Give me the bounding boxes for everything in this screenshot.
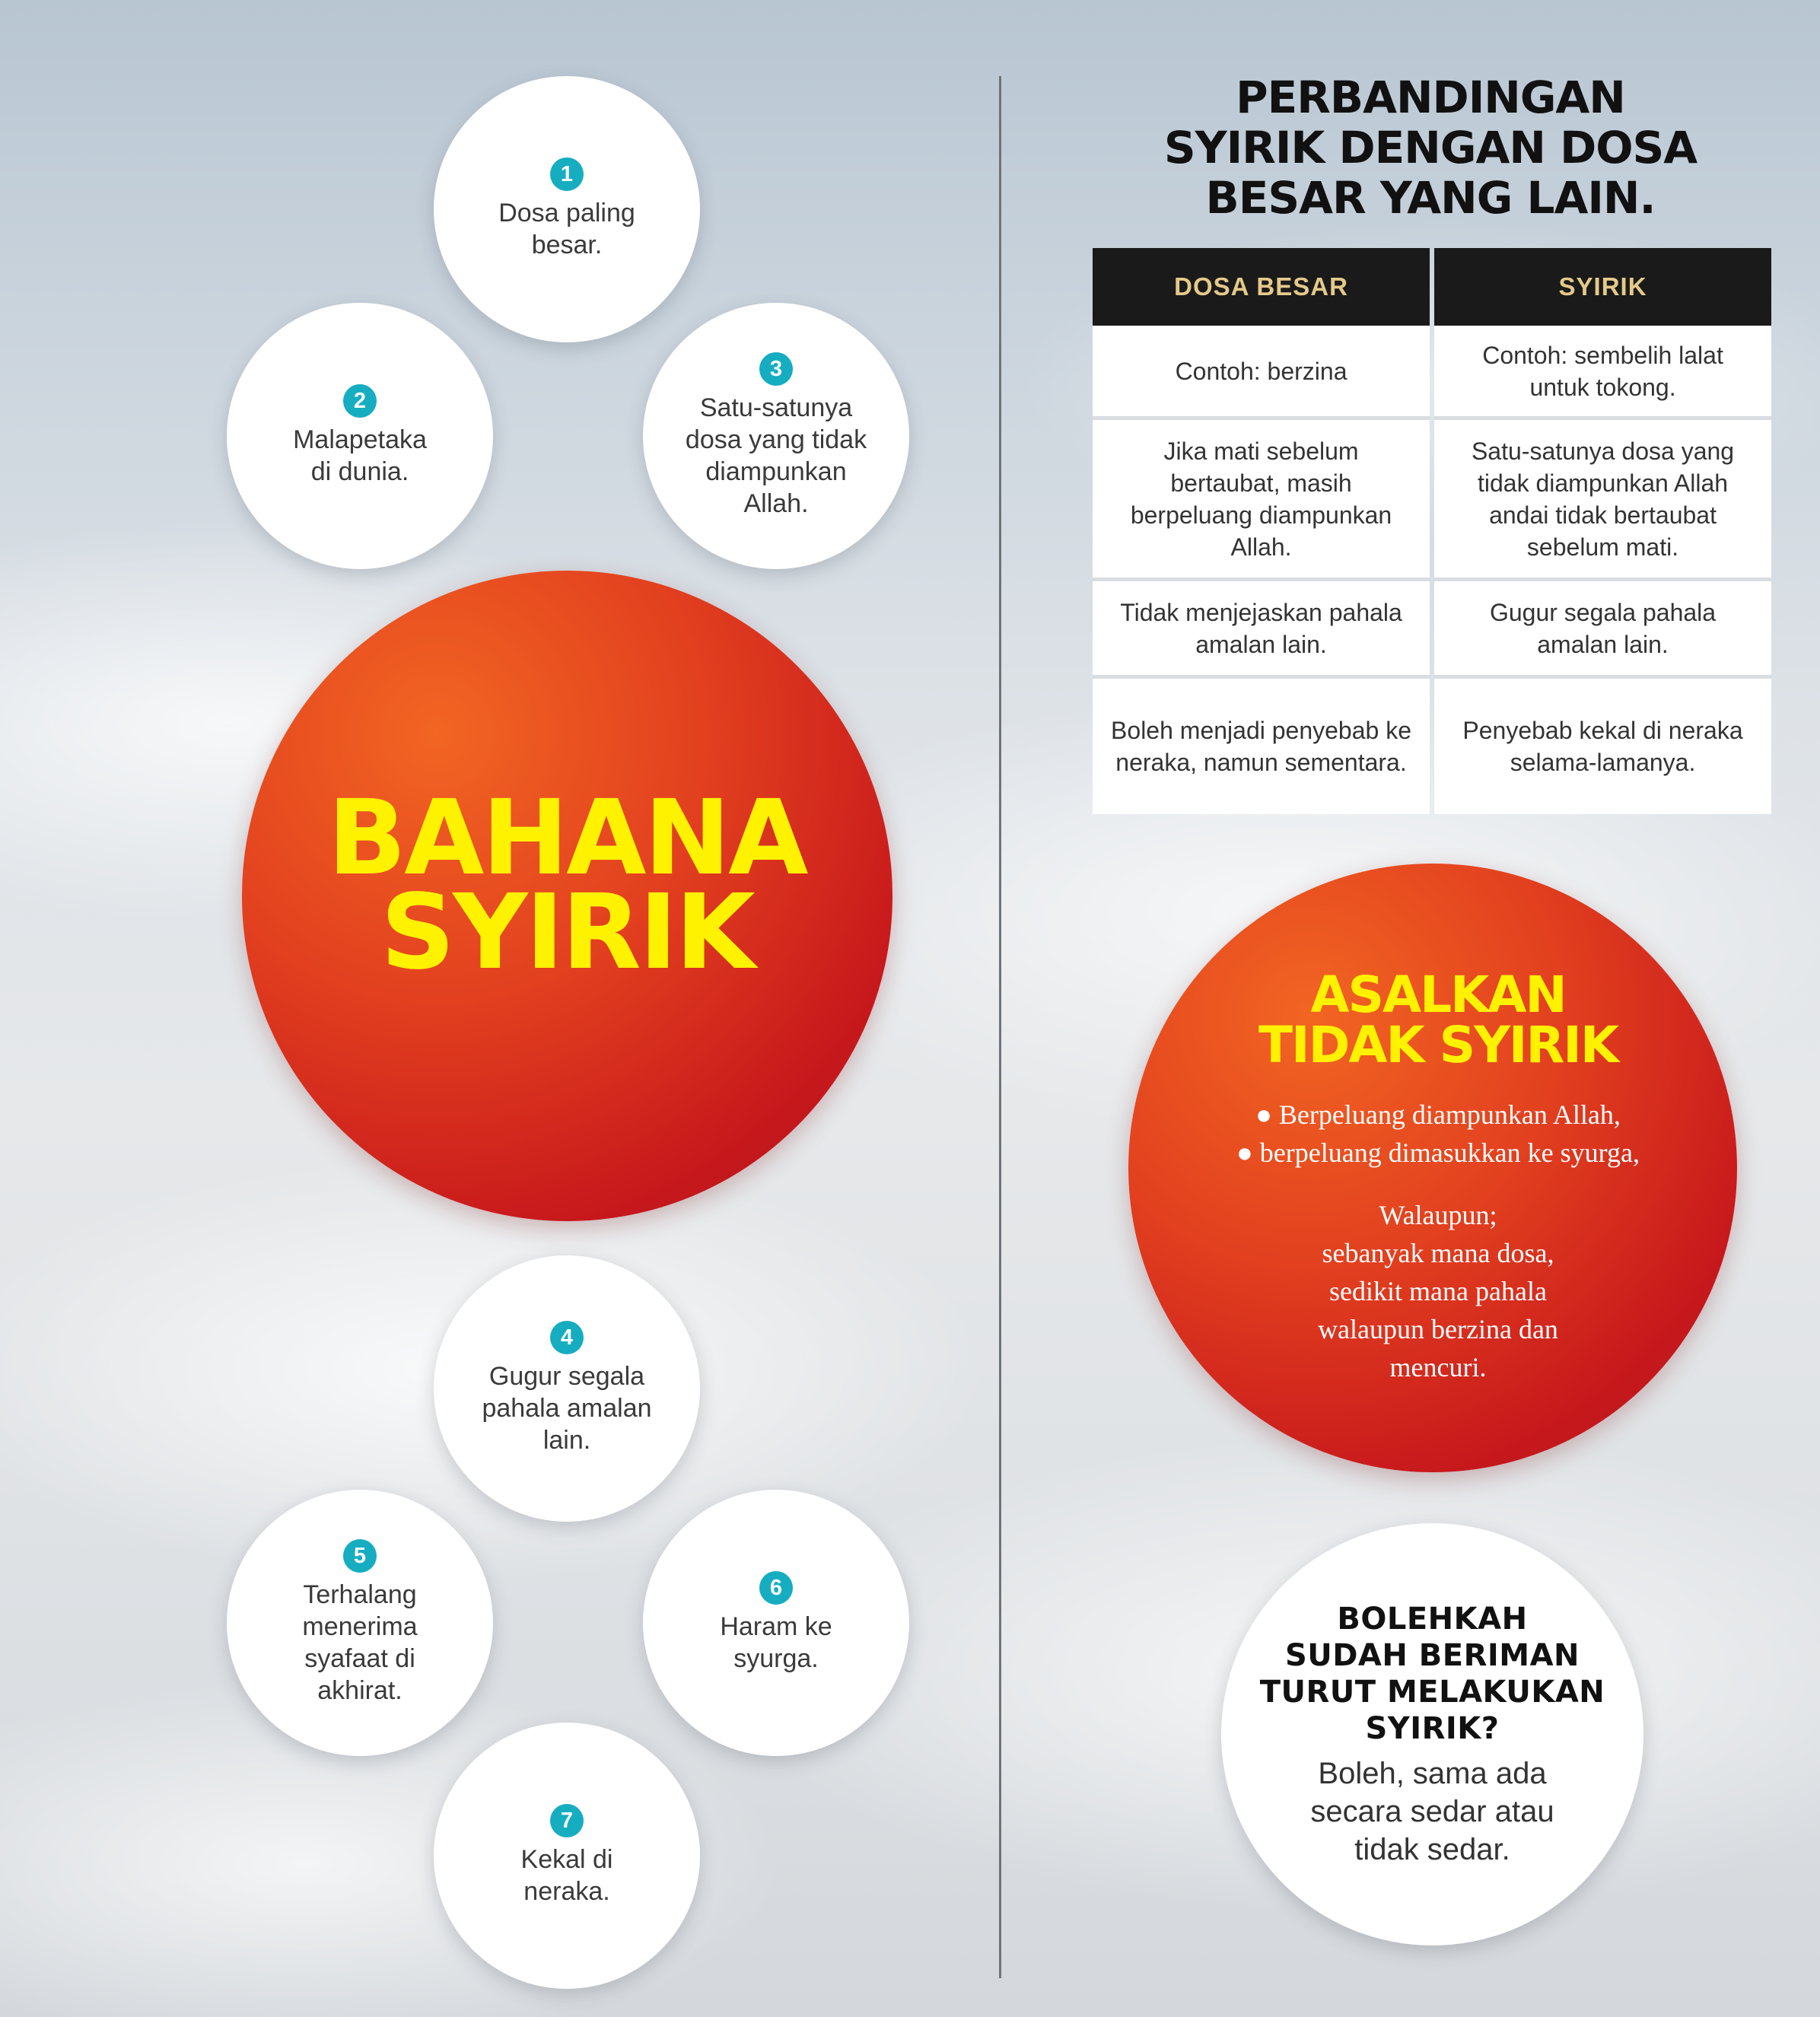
bullet-dot-icon: ● xyxy=(1255,1099,1279,1130)
table-cell: Penyebab kekal di neraka selama-lamanya. xyxy=(1434,679,1771,814)
bahana-item-4 xyxy=(434,1255,700,1522)
number-badge: 2 xyxy=(343,384,377,418)
bahana-item-6 xyxy=(643,1490,909,1756)
table-row xyxy=(1093,581,1771,679)
number-badge: 3 xyxy=(759,352,793,386)
bullet-item: ● Berpeluang diampunkan Allah, xyxy=(1255,1099,1621,1130)
bahana-item-text: Dosa paling besar. xyxy=(498,199,635,259)
comparison-title: PERBANDINGAN SYIRIK DENGAN DOSA BESAR YANG LAIN. xyxy=(1163,72,1698,224)
bullet-dot-icon: ● xyxy=(1236,1137,1260,1168)
bahana-item-3 xyxy=(643,303,909,569)
main-title: BAHANA SYIRIK xyxy=(327,778,807,993)
table-row xyxy=(1093,326,1771,420)
table-row xyxy=(1093,420,1771,581)
bahana-item-text: Haram ke syurga. xyxy=(720,1612,832,1673)
bahana-item-2 xyxy=(227,303,493,569)
asalkan-bullets xyxy=(1141,1096,1735,1172)
bahana-item-7 xyxy=(434,1723,700,1989)
number-badge: 4 xyxy=(550,1321,584,1354)
bahana-item-text: Malapetaka di dunia. xyxy=(293,425,427,486)
table-row xyxy=(1093,679,1771,814)
asalkan-title: ASALKAN TIDAK SYIRIK xyxy=(1258,966,1618,1074)
vertical-divider xyxy=(999,76,1001,1978)
column-header-dosa-besar: DOSA BESAR xyxy=(1093,248,1430,326)
number-badge: 1 xyxy=(550,157,584,191)
bahana-item-text: Satu-satunya dosa yang tidak diampunkan Allah. xyxy=(685,393,867,518)
number-badge: 5 xyxy=(343,1539,377,1573)
comparison-table xyxy=(1088,248,1776,814)
bahana-item-1 xyxy=(434,76,700,342)
table-cell: Contoh: berzina xyxy=(1093,326,1430,420)
table-cell: Tidak menjejaskan pahala amalan lain. xyxy=(1093,581,1430,679)
bahana-item-text: Terhalang menerima syafaat di akhirat. xyxy=(302,1580,418,1705)
bahana-item-text: Kekal di neraka. xyxy=(520,1845,613,1906)
question-bubble xyxy=(1221,1523,1643,1945)
bahana-item-text: Gugur segala pahala amalan lain. xyxy=(482,1362,652,1455)
question-answer: Boleh, sama ada secara sedar atau tidak sedar. xyxy=(1310,1756,1554,1866)
table-cell: Gugur segala pahala amalan lain. xyxy=(1434,581,1771,679)
number-badge: 7 xyxy=(550,1804,584,1837)
number-badge: 6 xyxy=(759,1571,793,1605)
bahana-item-5 xyxy=(227,1490,493,1756)
table-cell: Contoh: sembelih lalat untuk tokong. xyxy=(1434,326,1771,420)
table-cell: Jika mati sebelum bertaubat, masih berpeluang diampunkan Allah. xyxy=(1093,420,1430,581)
table-cell: Boleh menjadi penyebab ke neraka, namun sementara. xyxy=(1093,679,1430,814)
column-header-syirik: SYIRIK xyxy=(1434,248,1771,326)
bullet-item: ● berpeluang dimasukkan ke syurga, xyxy=(1236,1137,1640,1168)
question-title: BOLEHKAH SUDAH BERIMAN TURUT MELAKUKAN SYIRIK? xyxy=(1259,1601,1605,1746)
asalkan-body: Walaupun; sebanyak mana dosa, sedikit mana pahala walaupun berzina dan mencuri. xyxy=(1318,1200,1558,1382)
table-cell: Satu-satunya dosa yang tidak diampunkan Allah andai tidak bertaubat sebelum mati. xyxy=(1434,420,1771,581)
